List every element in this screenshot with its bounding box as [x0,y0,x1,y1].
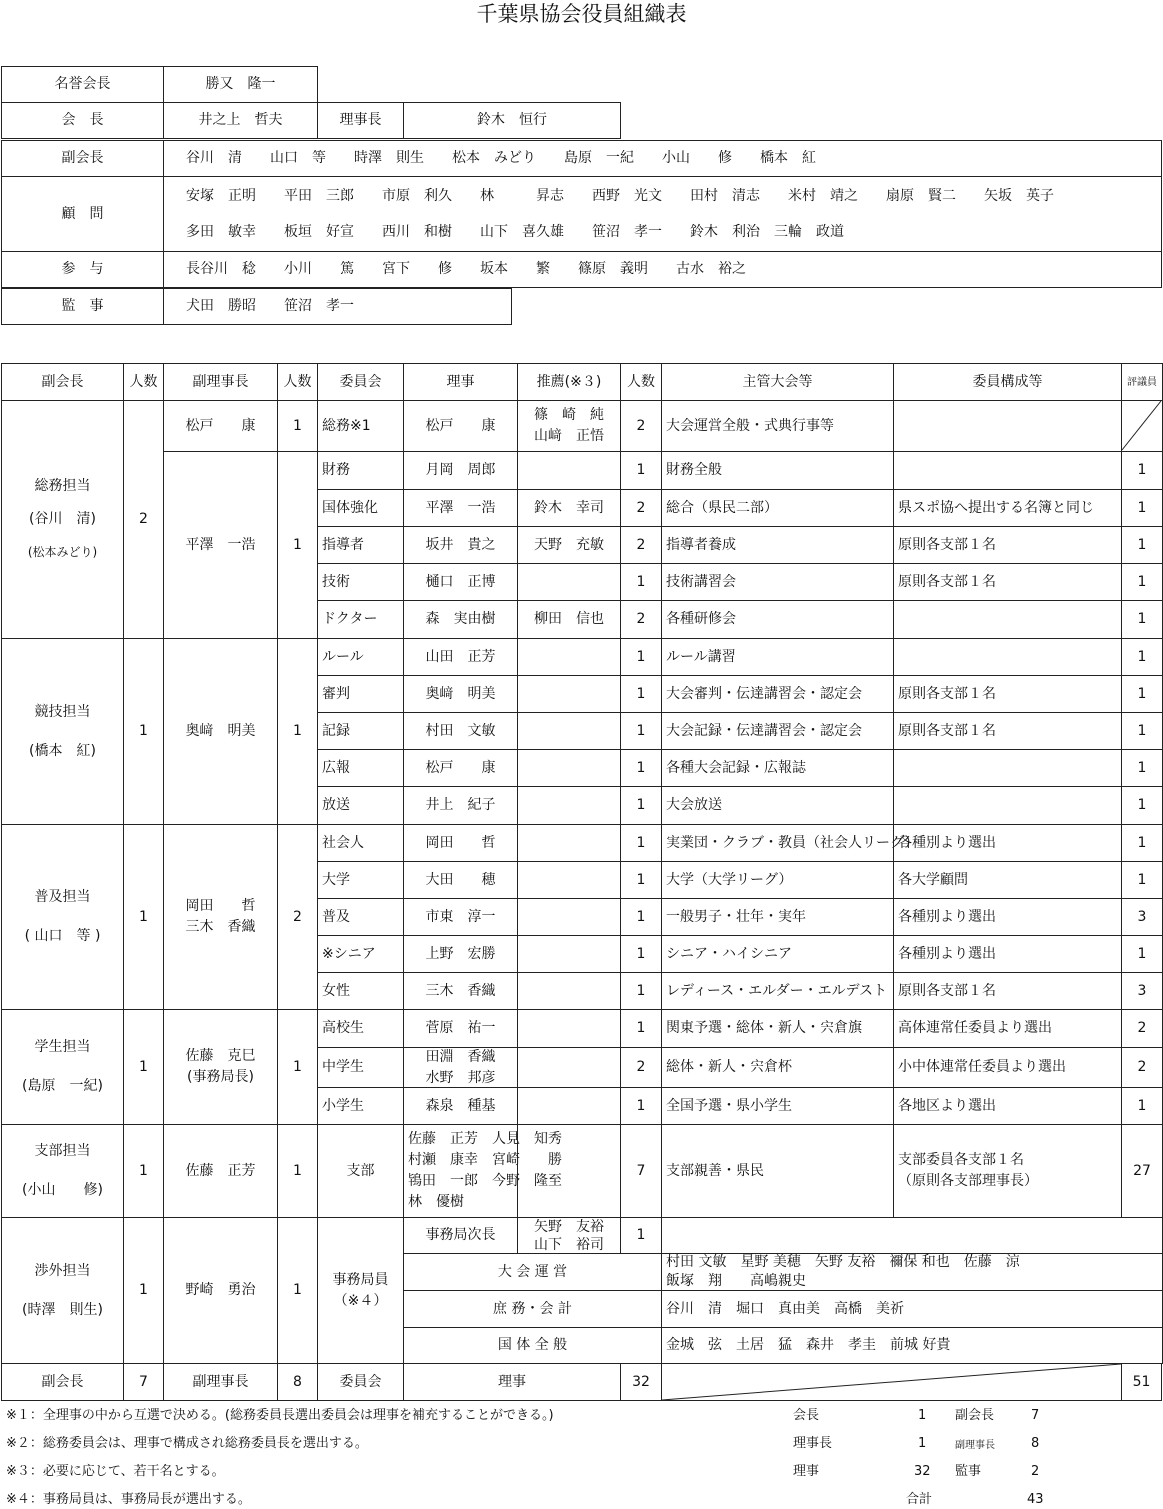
advisor-label: 顧 問 [1,176,164,252]
group-vp-name: ( 山口 等 ) [24,928,101,944]
composition-text: 各地区より選出 [893,1087,1122,1125]
summary-label: 理事 [793,1464,820,1479]
summary-value-2: 8 [1031,1436,1040,1451]
total-blank [661,1363,1122,1401]
member-count: 1 [620,563,662,601]
group-vp-count: 1 [123,824,164,1010]
group-vp-name: (橋本 紅) [29,742,96,759]
summary-value: 32 [914,1464,931,1479]
composition-text: 原則各支部１名 [893,526,1122,564]
group-vp-count: 1 [123,1124,164,1218]
summary-total-label: 合計 [906,1492,933,1507]
svp-name: 佐藤 克巳 (事務局長) [163,1009,278,1125]
director-name: 上野 宏勝 [403,935,518,973]
secretariat-committee: 事務局員 （※４） [317,1217,404,1364]
event-name: 総合（県民二部） [661,489,894,527]
header-recommend: 推薦(※３) [517,363,621,401]
svp-name: 奥﨑 明美 [163,638,278,825]
auditor-label: 監 事 [1,288,164,325]
composition-text: 各大学顧問 [893,861,1122,899]
event-name: 大会記録・伝達講習会・認定会 [661,712,894,750]
deputy-count: 1 [620,1217,662,1254]
council-count: 1 [1121,935,1163,973]
event-name: 総体・新人・宍倉杯 [661,1047,894,1088]
member-count: 1 [620,675,662,713]
director-name: 菅原 祐一 [403,1009,518,1048]
member-count: 1 [620,749,662,787]
director-name: 月岡 周郎 [403,451,518,490]
group-name: 競技担当 [34,703,91,720]
event-name: 大会審判・伝達講習会・認定会 [661,675,894,713]
council-count: 1 [1121,1087,1163,1125]
event-name: 一般男子・壮年・実年 [661,898,894,936]
member-count: 2 [620,1047,662,1088]
chair-name: 鈴木 恒行 [403,102,621,139]
honorary-president-label: 名誉会長 [1,66,164,103]
group-vp-cell [1,1217,124,1364]
svp-name: 岡田 哲 三木 香織 [163,824,278,1010]
event-name: 大会運営全般・式典行事等 [661,400,894,452]
group-vp-cell [1,824,124,1010]
recommend-name [517,451,621,490]
section-label: 国 体 全 般 [403,1327,662,1364]
svp-count: 1 [277,451,318,639]
director-name: 松戸 康 [403,400,518,452]
total-svp-count: 8 [277,1363,318,1401]
group-vp-name: (島原 一紀) [22,1078,103,1094]
total-director-label: 理事 [403,1363,621,1401]
event-name: 各種研修会 [661,600,894,639]
director-name: 松戸 康 [403,749,518,787]
section-members: 谷川 清 堀口 真由美 高橋 美祈 [661,1290,1163,1328]
composition-text: 原則各支部１名 [893,675,1122,713]
header-vp: 副会長 [1,363,124,401]
vice-president-names: 谷川 清 山口 等 時澤 則生 松本 みどり 島原 一紀 小山 修 橋本 紅 [163,140,1162,177]
member-count: 2 [620,400,662,452]
summary-label: 会長 [793,1408,820,1423]
committee-name: 財務 [317,451,404,490]
council-count: 1 [1121,526,1163,564]
director-name: 山田 正芳 [403,638,518,676]
council-count: 27 [1121,1124,1163,1218]
recommend-name [517,563,621,601]
member-count: 2 [620,600,662,639]
recommend-name [517,935,621,973]
summary-label-2: 副理事長 [955,1440,995,1451]
committee-name: 広報 [317,749,404,787]
advisor-line-1: 安塚 正明 平田 三郎 市原 利久 林 昇志 西野 光文 田村 清志 米村 靖之 扇原 賢二 矢坂 英子 [186,188,1054,204]
svp-count: 1 [277,1009,318,1125]
committee-name: 技術 [317,563,404,601]
committee-name: 指導者 [317,526,404,564]
president-label: 会 長 [1,102,164,139]
footnote-2: ※２：総務委員会は、理事で構成され総務委員長を選出する。 [6,1436,368,1451]
svp-count: 1 [277,638,318,825]
group-name: 渉外担当 [34,1262,91,1279]
committee-name: 支部 [317,1124,404,1218]
member-count: 7 [620,1124,662,1218]
committee-name: 女性 [317,972,404,1010]
member-count: 1 [620,638,662,676]
composition-text: 支部委員各支部１名 （原則各支部理事長） [893,1124,1122,1218]
header-svp: 副理事長 [163,363,278,401]
recommend-name: 天野 充敏 [517,526,621,564]
recommend-name: 篠 崎 純 山﨑 正悟 [517,400,621,452]
recommend-name [517,861,621,899]
committee-name: 普及 [317,898,404,936]
member-count: 1 [620,824,662,862]
director-name: 村田 文敏 [403,712,518,750]
recommend-name [517,675,621,713]
event-name: 関東予選・総体・新人・宍倉旗 [661,1009,894,1048]
total-director-count: 32 [620,1363,662,1401]
director-name: 森 実由樹 [403,600,518,639]
composition-text: 各種別より選出 [893,935,1122,973]
group-vp-count: 1 [123,1009,164,1125]
member-count: 1 [620,972,662,1010]
member-count: 1 [620,1009,662,1048]
group-vp-name: (時澤 則生) [22,1301,103,1318]
auditor-names: 犬田 勝昭 笹沼 孝一 [163,288,512,325]
header-council: 評議員 [1121,363,1163,401]
council-count [1121,400,1163,452]
vice-president-label: 副会長 [1,140,164,177]
recommend-name [517,749,621,787]
summary-value: 1 [918,1408,927,1423]
svp-name: 松戸 康 [163,400,278,452]
recommend-name [517,712,621,750]
recommend-name [517,1124,621,1218]
summary-total-value: 43 [1027,1492,1044,1507]
member-count: 1 [620,861,662,899]
recommend-name: 鈴木 幸司 [517,489,621,527]
header-n3: 人数 [620,363,662,401]
recommend-name [517,972,621,1010]
group-vp-count: 1 [123,638,164,825]
member-count: 1 [620,451,662,490]
member-count: 1 [620,898,662,936]
group-vp-name: (谷川 清) [29,511,96,527]
recommend-name [517,1047,621,1088]
recommend-name [517,638,621,676]
group-name: 総務担当 [34,478,91,494]
committee-name: ※シニア [317,935,404,973]
member-count: 2 [620,489,662,527]
council-count: 1 [1121,451,1163,490]
member-count: 1 [620,712,662,750]
group-vp-count: 1 [123,1217,164,1364]
group-vp-cell [1,1124,124,1218]
council-count: 1 [1121,749,1163,787]
group-vp-cell [1,638,124,825]
member-count: 2 [620,526,662,564]
council-count: 1 [1121,600,1163,639]
group-name: 支部担当 [34,1143,91,1159]
council-count: 1 [1121,712,1163,750]
event-name: レディース・エルダー・エルデスト [661,972,894,1010]
header-composition: 委員構成等 [893,363,1122,401]
committee-name: 記録 [317,712,404,750]
deputy-label: 事務局次長 [403,1217,518,1254]
composition-text: 県スポ協へ提出する名簿と同じ [893,489,1122,527]
composition-text [893,451,1122,490]
section-members: 村田 文敏 星野 美穂 矢野 友裕 禰保 和也 佐藤 涼 飯塚 翔 高嶋親史 [661,1253,1163,1291]
composition-text [893,786,1122,825]
composition-text: 原則各支部１名 [893,972,1122,1010]
composition-text: 原則各支部１名 [893,563,1122,601]
event-name: 指導者養成 [661,526,894,564]
director-name: 森泉 種基 [403,1087,518,1125]
council-count: 1 [1121,563,1163,601]
event-name: シニア・ハイシニア [661,935,894,973]
svp-count: 2 [277,824,318,1010]
header-n1: 人数 [123,363,164,401]
summary-value: 1 [918,1436,927,1451]
director-name: 市東 淳一 [403,898,518,936]
committee-name: 審判 [317,675,404,713]
composition-text [893,749,1122,787]
council-count: 3 [1121,898,1163,936]
committee-name: 放送 [317,786,404,825]
event-name: 大会放送 [661,786,894,825]
composition-text [893,400,1122,452]
header-events: 主管大会等 [661,363,894,401]
committee-name: 国体強化 [317,489,404,527]
director-name: 樋口 正博 [403,563,518,601]
composition-text: 原則各支部１名 [893,712,1122,750]
group-vp-name-2: (松本みどり) [27,545,98,559]
committee-name: 社会人 [317,824,404,862]
group-vp-count: 2 [123,400,164,639]
director-name: 坂井 貴之 [403,526,518,564]
summary-value-2: 7 [1031,1408,1040,1423]
total-vp-count: 7 [123,1363,164,1401]
section-label: 庶 務・会 計 [403,1290,662,1328]
svp-count: 1 [277,1217,318,1364]
member-count: 1 [620,935,662,973]
svp-name: 佐藤 正芳 [163,1124,278,1218]
director-name: 奥﨑 明美 [403,675,518,713]
summary-label-2: 監事 [955,1464,982,1479]
group-vp-cell [1,400,124,639]
counselor-names: 長谷川 稔 小川 篤 宮下 修 坂本 繁 篠原 義明 古水 裕之 [163,251,1162,288]
summary-value-2: 2 [1031,1464,1040,1479]
committee-name: 中学生 [317,1047,404,1088]
event-name: 技術講習会 [661,563,894,601]
section-members: 金城 弦 土居 猛 森井 孝圭 前城 好貴 [661,1327,1163,1364]
committee-name: 高校生 [317,1009,404,1048]
committee-name: 小学生 [317,1087,404,1125]
summary-label-2: 副会長 [955,1408,995,1423]
deputy-names: 矢野 友裕 山下 裕司 [517,1217,621,1254]
group-name: 学生担当 [34,1039,91,1055]
composition-text: 各種別より選出 [893,898,1122,936]
recommend-name [517,786,621,825]
total-vp-label: 副会長 [1,1363,124,1401]
event-name: 支部親善・県民 [661,1124,894,1218]
composition-text [893,638,1122,676]
section-label: 大 会 運 営 [403,1253,662,1291]
event-name: 全国予選・県小学生 [661,1087,894,1125]
header-n2: 人数 [277,363,318,401]
footnote-1: ※１：全理事の中から互選で決める。(総務委員長選出委員会は理事を補充することができる。) [6,1408,554,1423]
event-name: 財務全般 [661,451,894,490]
recommend-name [517,1009,621,1048]
group-name: 普及担当 [34,889,91,905]
honorary-president-name: 勝又 隆一 [163,66,318,103]
secretariat-blank [661,1217,1163,1254]
composition-text: 小中体連常任委員より選出 [893,1047,1122,1088]
member-count: 1 [620,1087,662,1125]
header-committee: 委員会 [317,363,404,401]
advisor-names [163,176,1162,252]
counselor-label: 参 与 [1,251,164,288]
event-name: 各種大会記録・広報誌 [661,749,894,787]
svp-count: 1 [277,400,318,452]
summary-label: 理事長 [793,1436,833,1451]
total-committee-label: 委員会 [317,1363,404,1401]
recommend-name [517,898,621,936]
committee-name: ルール [317,638,404,676]
svp-name: 野崎 勇治 [163,1217,278,1364]
composition-text: 各種別より選出 [893,824,1122,862]
header-director: 理事 [403,363,518,401]
page-title: 千葉県協会役員組織表 [476,2,687,26]
director-name: 岡田 哲 [403,824,518,862]
total-svp-label: 副理事長 [163,1363,278,1401]
committee-name: 大学 [317,861,404,899]
council-count: 1 [1121,824,1163,862]
event-name: 実業団・クラブ・教員（社会人リーグ） [661,824,894,862]
member-count: 1 [620,786,662,825]
council-count: 2 [1121,1009,1163,1048]
group-vp-name: (小山 修) [22,1182,103,1198]
president-name: 井之上 哲夫 [163,102,318,139]
svp-name: 平澤 一浩 [163,451,278,639]
recommend-name [517,824,621,862]
event-name: ルール講習 [661,638,894,676]
director-name: 佐藤 正芳 人見 知秀 村瀬 康幸 宮崎 勝 鴇田 一郎 今野 隆至 林 優樹 [403,1124,518,1218]
footnote-4: ※４：事務局員は、事務局長が選出する。 [6,1492,251,1507]
recommend-name: 柳田 信也 [517,600,621,639]
director-name: 井上 紀子 [403,786,518,825]
composition-text [893,600,1122,639]
event-name: 大学（大学リーグ） [661,861,894,899]
composition-text: 高体連常任委員より選出 [893,1009,1122,1048]
recommend-name [517,1087,621,1125]
director-name: 田淵 香織 水野 邦彦 [403,1047,518,1088]
svp-count: 1 [277,1124,318,1218]
council-count: 1 [1121,786,1163,825]
director-name: 平澤 一浩 [403,489,518,527]
advisor-line-2: 多田 敏幸 板垣 好宣 西川 和樹 山下 喜久雄 笹沼 孝一 鈴木 利治 三輪 政道 [186,224,844,240]
council-count: 1 [1121,861,1163,899]
footnote-3: ※３：必要に応じて、若干名とする。 [6,1464,225,1479]
council-count: 1 [1121,489,1163,527]
council-count: 2 [1121,1047,1163,1088]
council-count: 1 [1121,675,1163,713]
council-count: 3 [1121,972,1163,1010]
total-council-count: 51 [1121,1363,1162,1401]
committee-name: ドクター [317,600,404,639]
chair-label: 理事長 [317,102,404,139]
director-name: 三木 香織 [403,972,518,1010]
group-vp-cell [1,1009,124,1125]
committee-name: 総務※1 [317,400,404,452]
director-name: 大田 穂 [403,861,518,899]
council-count: 1 [1121,638,1163,676]
